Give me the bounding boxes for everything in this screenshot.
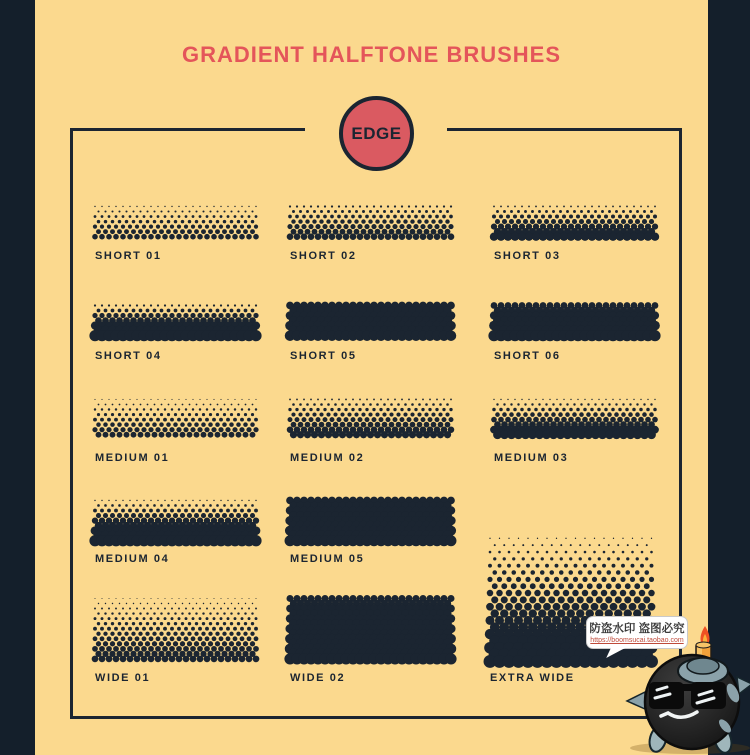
brush-label: MEDIUM 04 xyxy=(95,553,170,565)
watermark-text: 防盗水印 盗图必究 xyxy=(589,623,685,635)
watermark-url: https://boomsucai.taobao.com xyxy=(590,637,684,644)
brush-label: EXTRA WIDE xyxy=(490,672,575,684)
brush-label: MEDIUM 05 xyxy=(290,553,365,565)
mascot-left-arm xyxy=(627,692,645,709)
brush-label: MEDIUM 01 xyxy=(95,452,170,464)
halftone-pattern xyxy=(95,498,258,542)
candle-top xyxy=(696,642,711,648)
brush-sample xyxy=(95,498,258,542)
brush-sample xyxy=(290,303,453,338)
brush-sample xyxy=(494,303,657,338)
brush-sample xyxy=(494,204,657,239)
brush-label: SHORT 03 xyxy=(494,250,561,262)
halftone-pattern xyxy=(95,303,258,338)
halftone-pattern xyxy=(95,397,258,439)
brush-label: WIDE 01 xyxy=(95,672,151,684)
brush-sample xyxy=(95,303,258,338)
brush-label: SHORT 05 xyxy=(290,350,357,362)
sunglasses-right-lens xyxy=(691,682,726,709)
brush-label: SHORT 01 xyxy=(95,250,162,262)
halftone-pattern xyxy=(95,596,258,662)
brush-label: SHORT 04 xyxy=(95,350,162,362)
brush-sample xyxy=(494,397,657,439)
halftone-pattern xyxy=(494,303,657,338)
bomb-cap-top xyxy=(687,658,719,674)
brush-sample xyxy=(95,596,258,662)
brush-sample xyxy=(95,397,258,439)
halftone-pattern xyxy=(95,204,258,239)
brush-label: SHORT 06 xyxy=(494,350,561,362)
halftone-pattern xyxy=(494,204,657,239)
brush-label: SHORT 02 xyxy=(290,250,357,262)
brush-label: MEDIUM 02 xyxy=(290,452,365,464)
brush-sample xyxy=(95,204,258,239)
halftone-pattern xyxy=(290,596,453,662)
halftone-pattern xyxy=(494,397,657,439)
brush-label: WIDE 02 xyxy=(290,672,346,684)
left-navy-strip xyxy=(0,0,35,755)
halftone-pattern xyxy=(290,397,453,439)
edge-badge-label: EDGE xyxy=(351,123,402,143)
edge-badge xyxy=(339,96,414,171)
brush-sample xyxy=(290,397,453,439)
halftone-pattern xyxy=(290,303,453,338)
brush-sample xyxy=(290,498,453,542)
brush-sample xyxy=(290,204,453,239)
page-title: GRADIENT HALFTONE BRUSHES xyxy=(181,42,562,67)
watermark-bubble xyxy=(586,616,688,649)
halftone-pattern xyxy=(290,204,453,239)
brush-sample xyxy=(290,596,453,662)
brush-label: MEDIUM 03 xyxy=(494,452,569,464)
halftone-pattern xyxy=(290,498,453,542)
